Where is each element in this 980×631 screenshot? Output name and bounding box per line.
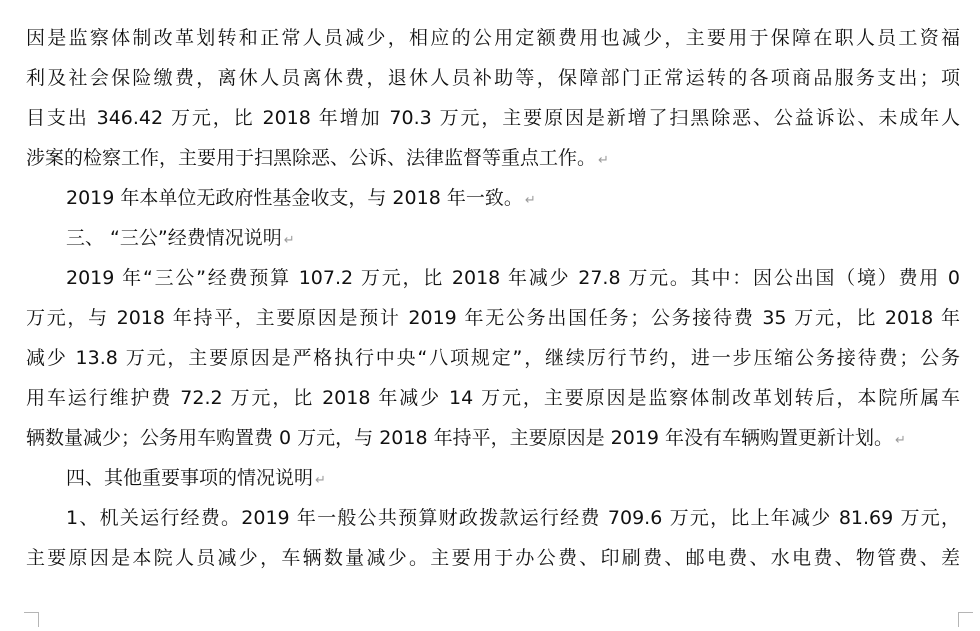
- paragraph-mark: ↵: [598, 153, 609, 168]
- margin-corner-mark: [24, 612, 39, 627]
- section-heading: [66, 218, 960, 258]
- text-line: [26, 298, 960, 338]
- line-text: 2019 年本单位无政府性基金收支，与 2018 年一致。: [66, 187, 523, 209]
- text-line: [26, 418, 960, 458]
- text-line: [66, 258, 960, 298]
- line-text: 因是监察体制改革划转和正常人员减少，相应的公用定额费用也减少，主要用于保障在职人员工资福: [26, 27, 960, 49]
- line-text: 三、 “三公”经费情况说明: [66, 227, 282, 249]
- text-line: [26, 138, 960, 178]
- line-text: 目支出 346.42 万元，比 2018 年增加 70.3 万元，主要原因是新增了扫黑除恶、公益诉讼、未成年人: [26, 107, 960, 129]
- text-line: [26, 18, 960, 58]
- line-text: 2019 年“三公”经费预算 107.2 万元，比 2018 年减少 27.8 万元。其中：因公出国（境）费用 0: [66, 267, 960, 289]
- text-line: [66, 178, 960, 218]
- margin-corner-mark: [958, 612, 973, 627]
- text-line: [26, 338, 960, 378]
- line-text: 利及社会保险缴费，离休人员离休费，退休人员补助等，保障部门正常运转的各项商品服务支出；项: [26, 67, 960, 89]
- line-text: 涉案的检察工作，主要用于扫黑除恶、公诉、法律监督等重点工作。: [26, 147, 597, 169]
- text-line: [26, 98, 960, 138]
- line-text: 主要原因是本院人员减少，车辆数量减少。主要用于办公费、印刷费、邮电费、水电费、物管费、差: [26, 547, 960, 569]
- section-heading: [66, 458, 960, 498]
- text-line: [26, 538, 960, 578]
- line-text: 1、机关运行经费。2019 年一般公共预算财政拨款运行经费 709.6 万元，比上年减少 81.69 万元，: [66, 507, 960, 529]
- line-text: 四、其他重要事项的情况说明: [66, 467, 314, 489]
- line-text: 万元，与 2018 年持平，主要原因是预计 2019 年无公务出国任务；公务接待费 35 万元，比 2018 年: [26, 307, 960, 329]
- paragraph-mark: ↵: [895, 433, 906, 448]
- text-line: [26, 58, 960, 98]
- text-line: [66, 498, 960, 538]
- line-text: 辆数量减少；公务用车购置费 0 万元，与 2018 年持平，主要原因是 2019 年没有车辆购置更新计划。: [26, 427, 894, 449]
- line-text: 用车运行维护费 72.2 万元，比 2018 年减少 14 万元，主要原因是监察体制改革划转后，本院所属车: [26, 387, 960, 409]
- paragraph-mark: ↵: [315, 473, 326, 488]
- paragraph-mark: ↵: [524, 193, 536, 208]
- paragraph-mark: ↵: [283, 233, 295, 248]
- text-line: [26, 378, 960, 418]
- line-text: 减少 13.8 万元，主要原因是严格执行中央“八项规定”，继续厉行节约，进一步压缩公务接待费；公务: [26, 347, 960, 369]
